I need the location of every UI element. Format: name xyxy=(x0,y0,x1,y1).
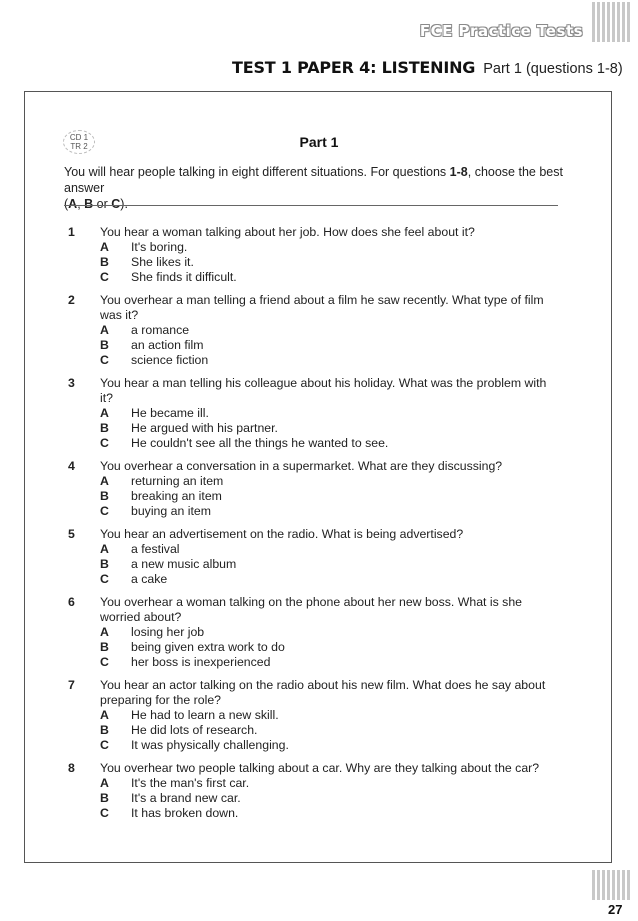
option-row xyxy=(100,655,564,670)
option-letter: B xyxy=(100,557,109,571)
option-row xyxy=(100,723,564,738)
question-number: 3 xyxy=(68,376,75,390)
option-text: buying an item xyxy=(131,504,211,518)
option-text: returning an item xyxy=(131,474,224,488)
question-5 xyxy=(64,527,564,587)
option-letter: C xyxy=(100,572,109,586)
question-text: You overhear a man telling a friend about a film he saw recently. What type of film was it? xyxy=(100,293,544,322)
option-text: an action film xyxy=(131,338,204,352)
option-text: She likes it. xyxy=(131,255,194,269)
cd-badge-line-2: TR 2 xyxy=(70,142,88,151)
option-row xyxy=(100,738,564,753)
option-text: It's boring. xyxy=(131,240,188,254)
option-row xyxy=(100,542,564,557)
question-2 xyxy=(64,293,564,368)
question-number: 4 xyxy=(68,459,75,473)
instructions-close: ). xyxy=(120,197,128,211)
option-text: a festival xyxy=(131,542,180,556)
option-text: He couldn't see all the things he wanted to see. xyxy=(131,436,389,450)
option-text: It's the man's first car. xyxy=(131,776,250,790)
option-letter: A xyxy=(100,625,109,639)
option-letter: A xyxy=(100,323,109,337)
option-row xyxy=(100,708,564,723)
instructions-option-c: C xyxy=(111,197,121,211)
option-row xyxy=(100,504,564,519)
option-text: her boss is inexperienced xyxy=(131,655,271,669)
option-letter: B xyxy=(100,791,109,805)
section-instructions: You will hear people talking in eight different situations. For questions 1-8, choose the best answer (A, B or C). xyxy=(64,165,563,211)
option-letter: A xyxy=(100,240,109,254)
option-letter: A xyxy=(100,542,109,556)
option-row xyxy=(100,791,564,806)
test-heading-main: TEST 1 PAPER 4: LISTENING xyxy=(232,58,476,77)
instructions-sep-2: or xyxy=(93,197,112,211)
instructions-option-a: A xyxy=(68,197,78,211)
option-row xyxy=(100,353,564,368)
option-text: a romance xyxy=(131,323,190,337)
decorative-stripes-top xyxy=(592,2,630,42)
question-number: 6 xyxy=(68,595,75,609)
question-text: You overhear a conversation in a supermarket. What are they discussing? xyxy=(100,459,503,473)
option-row xyxy=(100,323,564,338)
option-letter: C xyxy=(100,436,109,450)
series-title: FCE Practice Tests xyxy=(419,22,583,40)
option-letter: C xyxy=(100,738,109,752)
question-number: 8 xyxy=(68,761,75,775)
option-text: He did lots of research. xyxy=(131,723,258,737)
page-number: 27 xyxy=(608,902,623,917)
question-1 xyxy=(64,225,564,285)
option-text: He became ill. xyxy=(131,406,209,420)
option-row xyxy=(100,776,564,791)
option-letter: A xyxy=(100,776,109,790)
instructions-sep-1: , xyxy=(77,197,85,211)
option-text: It was physically challenging. xyxy=(131,738,289,752)
question-8 xyxy=(64,761,564,821)
option-letter: B xyxy=(100,723,109,737)
option-letter: B xyxy=(100,255,109,269)
instructions-range: 1-8 xyxy=(449,165,468,179)
question-text: You hear a woman talking about her job. How does she feel about it? xyxy=(100,225,475,239)
option-letter: A xyxy=(100,708,109,722)
option-row xyxy=(100,255,564,270)
option-text: He had to learn a new skill. xyxy=(131,708,279,722)
option-row xyxy=(100,572,564,587)
option-row xyxy=(100,557,564,572)
cd-badge-line-1: CD 1 xyxy=(69,133,89,142)
option-text: a cake xyxy=(131,572,168,586)
option-letter: C xyxy=(100,806,109,820)
option-letter: B xyxy=(100,421,109,435)
option-letter: A xyxy=(100,474,109,488)
option-row xyxy=(100,436,564,451)
section-divider xyxy=(64,205,558,206)
option-text: being given extra work to do xyxy=(131,640,285,654)
question-text: You overhear two people talking about a car. Why are they talking about the car? xyxy=(100,761,540,775)
option-text: It has broken down. xyxy=(131,806,239,820)
question-text: You hear a man telling his colleague about his holiday. What was the problem with it? xyxy=(100,376,547,405)
option-letter: B xyxy=(100,338,109,352)
option-row xyxy=(100,474,564,489)
option-row xyxy=(100,338,564,353)
question-number: 2 xyxy=(68,293,75,307)
option-row xyxy=(100,406,564,421)
option-row xyxy=(100,240,564,255)
question-7 xyxy=(64,678,564,753)
option-letter: B xyxy=(100,489,109,503)
option-text: She finds it difficult. xyxy=(131,270,237,284)
question-number: 5 xyxy=(68,527,75,541)
option-text: breaking an item xyxy=(131,489,222,503)
instructions-text-2: , choose the best answer xyxy=(64,165,563,195)
question-number: 1 xyxy=(68,225,75,239)
part-subheading: Part 1 (questions 1-8) xyxy=(483,61,623,77)
option-text: science fiction xyxy=(131,353,209,367)
option-text: He argued with his partner. xyxy=(131,421,278,435)
question-text: You hear an actor talking on the radio about his new film. What does he say about preparing for the role? xyxy=(100,678,546,707)
option-row xyxy=(100,421,564,436)
instructions-text-1: You will hear people talking in eight different situations. For questions xyxy=(64,165,450,179)
option-text: losing her job xyxy=(131,625,205,639)
question-3 xyxy=(64,376,564,451)
option-letter: A xyxy=(100,406,109,420)
option-letter: C xyxy=(100,504,109,518)
instructions-option-b: B xyxy=(84,197,94,211)
option-row xyxy=(100,625,564,640)
option-letter: C xyxy=(100,270,109,284)
question-list xyxy=(64,225,564,829)
section-title: Part 1 xyxy=(299,134,339,150)
option-row xyxy=(100,489,564,504)
question-4 xyxy=(64,459,564,519)
option-row xyxy=(100,270,564,285)
question-text: You hear an advertisement on the radio. What is being advertised? xyxy=(100,527,464,541)
option-text: It's a brand new car. xyxy=(131,791,241,805)
test-heading xyxy=(232,58,623,78)
option-letter: B xyxy=(100,640,109,654)
option-letter: C xyxy=(100,655,109,669)
question-6 xyxy=(64,595,564,670)
option-row xyxy=(100,640,564,655)
option-text: a new music album xyxy=(131,557,237,571)
option-letter: C xyxy=(100,353,109,367)
question-number: 7 xyxy=(68,678,75,692)
question-text: You overhear a woman talking on the phone about her new boss. What is she worried about? xyxy=(100,595,523,624)
option-row xyxy=(100,806,564,821)
decorative-stripes-bottom xyxy=(592,870,630,900)
